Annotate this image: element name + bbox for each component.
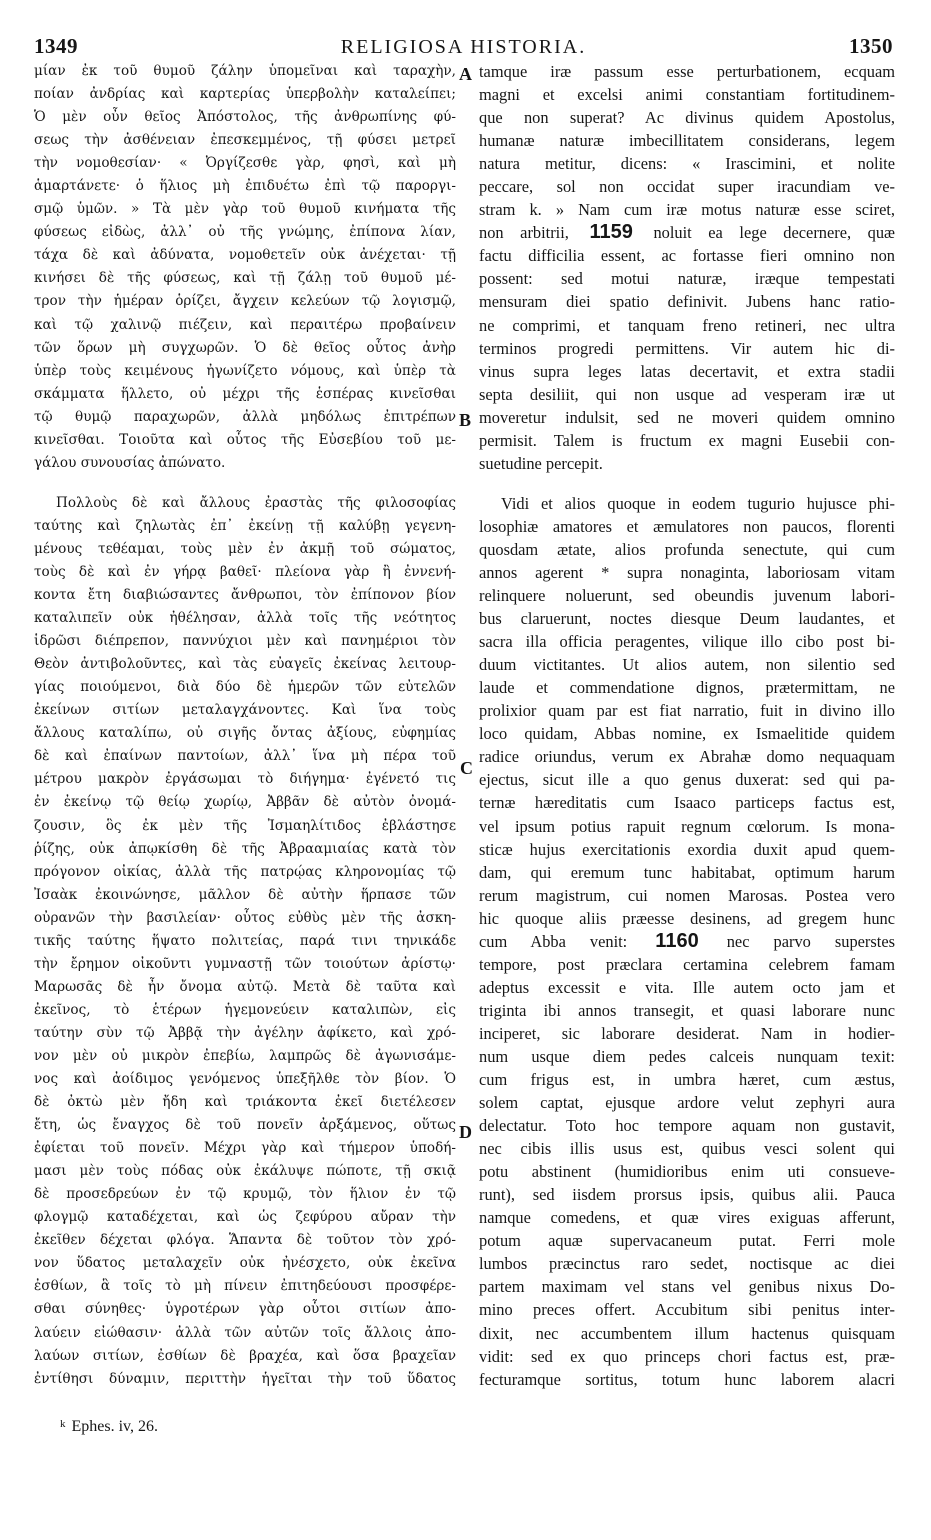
latin-line: septa desiliit, qui non usque ad vesperam iræ ut	[479, 384, 895, 404]
greek-line: τικῆς ταύτης ἥψατο πολιτείας, παρά τινι τηνικάδε	[34, 932, 456, 949]
greek-line: ἔτη, ὡς ἔναγχος δὲ τοῦ πονεῖν ἀρξάμενος, οὕτως	[34, 1117, 456, 1134]
latin-line: hic quoque aliis præesse desinens, ad gregem hunc	[479, 908, 895, 928]
latin-line: inciperet, sic laborare desiderat. Nam in hodier-	[479, 1023, 895, 1043]
greek-line: καὶ τῷ χαλινῷ πιέζειν, καὶ περαιτέρω προβαίνειν	[34, 316, 456, 333]
latin-line: triginta ibi annos transegit, et quasi laborare nunc	[479, 1000, 895, 1020]
latin-line: relinquere noluerunt, sed obeundis juvenum labori-	[479, 586, 895, 606]
greek-line: φλογμῷ καταδέχεται, καὶ ὡς ζεφύρου αὔραν τὴν	[34, 1209, 456, 1226]
latin-line-part: noluit ea lege decernere, quæ	[653, 223, 895, 243]
latin-line: peccare, sol non occidat super iracundiam ve-	[479, 177, 895, 197]
greek-line: ἁμαρτάνετε· ὁ ἥλιος μὴ ἐπιδυέτω ἐπὶ τῷ παροργι-	[34, 178, 456, 195]
greek-line: κινήσει δὲ τῆς φύσεως, καὶ τῇ ζάλῃ τοῦ θυμοῦ μέ-	[34, 270, 456, 287]
latin-line: possent: sed motui naturæ, iræque tempestati	[479, 269, 895, 289]
latin-line: permisit. Talem is fructum ex magni Eusebii con-	[479, 430, 895, 450]
margin-marker-c: C	[460, 758, 473, 778]
greek-line: ἄλλους καταλίπω, οὐ σιγῆς ὄντας ἀξίους, εὐφημίας	[34, 725, 456, 742]
latin-line: radice oriundus, verum ex Abrahæ domo nequaquam	[479, 747, 895, 767]
latin-line: natura metitur, dicens: « Irascimini, et nolite	[479, 154, 895, 174]
latin-line: fecturamque sortitus, totum hunc laborem alacri	[479, 1369, 895, 1389]
latin-line: num usque diem pedes calceis nunquam texit:	[479, 1046, 895, 1066]
greek-line: νος καὶ ἀοίδιμος γενόμενος ὑπεξῆλθε τὸν βίον. Ὁ	[34, 1071, 456, 1088]
greek-column	[34, 60, 456, 1391]
latin-line: humanæ naturæ imbecillitatem considerans, legem	[479, 131, 895, 151]
latin-line: ternæ hæreditatis cum Isaaco particeps factus est,	[479, 793, 895, 813]
greek-line: οὐρανῶν τὴν βασιλείαν· οὗτος εὐθὺς μὲν τῆς ἀσκη-	[34, 909, 456, 926]
latin-line: nec cibis illis usus est, quibus vesci solent qui	[479, 1139, 895, 1159]
margin-marker-b: B	[459, 410, 472, 430]
running-header	[34, 34, 893, 60]
latin-line: delectatur. Toto hoc tempore aquam non gustavit,	[479, 1116, 895, 1136]
greek-line: τρον τὴν ἡμέραν ὁρίζει, ἄγχειν κελεύων τῷ λογισμῷ,	[34, 293, 456, 310]
latin-line: que non superat? Ac divinus quidem Apostolus,	[479, 108, 895, 128]
page-number-right: 1350	[849, 34, 893, 58]
latin-line: solem captat, ejusque ardore velut zephyri aura	[479, 1093, 895, 1113]
latin-line: rerum magistrum, cui nomen Marosas. Postea vero	[479, 885, 895, 905]
greek-line: νον μὲν οὐ μικρὸν ἐπεβίω, λαμπρῶς δὲ ἀγωνισάμε-	[34, 1047, 456, 1064]
page-number-left: 1349	[34, 34, 78, 58]
latin-line: vel ipsum potius rapuit regnum cœlorum. Is mona-	[479, 816, 895, 836]
greek-line: ταύτην σὺν τῷ Ἀββᾷ τὴν ἀγέλην ἀφίκετο, καὶ χρό-	[34, 1024, 456, 1041]
latin-line: factu difficilia essent, ac fortasse fieri omnino non	[479, 246, 895, 266]
latin-line: bus claruerunt, noctes diesque Deum laudantes, et	[479, 609, 895, 629]
latin-line: namque comedens, et quæ vires exiguas afferunt,	[479, 1208, 895, 1228]
latin-line: ne comprimi, et tanquam freno retineri, nec ultra	[479, 315, 895, 335]
greek-line: μασι μὲν τοὺς πόδας οὐκ ἐκάλυψε πώποτε, τῇ σκιᾷ	[34, 1163, 456, 1180]
greek-line: φύσεως εἰδὼς, ἀλλ᾽ οὐ τῆς γνώμης, ἐπίπονα λίαν,	[34, 224, 456, 241]
latin-line: loco quidam, Abbas nomine, ex Ismaelitide quidem	[479, 724, 895, 744]
footnote-text: Ephes. iv, 26.	[71, 1418, 159, 1435]
latin-line: laude et commendatione dignos, prætermittam, ne	[479, 678, 895, 698]
greek-line: μέτρου μακρὸν ἐργάσωμαι τὸ διήγημα· ἐγένετό τις	[34, 771, 456, 788]
greek-line: καταλιπεῖν οὐκ ἠθέλησαν, ἀλλὰ τοῖς τῆς νεότητος	[34, 610, 456, 627]
greek-line: ὑπὲρ τοὺς κειμένους ἠγωνίζετο νόμους, καὶ ὑπὲρ τὰ	[34, 362, 456, 379]
greek-line: Θεὸν ἀντιβολοῦντες, καὶ τὰς εὐαγεῖς ἐκείνας λειτουρ-	[34, 656, 456, 673]
latin-line: duum victitantes. Ut alios autem, non silentio sed	[479, 655, 895, 675]
greek-line: κινεῖσθαι. Τοιοῦτα καὶ οὗτος τῆς Εὐσεβίου τοῦ με-	[34, 431, 456, 448]
greek-line: γάλου συνουσίας ἀπώνατο.	[34, 454, 226, 471]
latin-line: mino preces offert. Accubitum sibi penitus inter-	[479, 1300, 895, 1320]
latin-line: terminos progredi permittens. Vir autem hic di-	[479, 338, 895, 358]
greek-line: ἐσθίων, ἃ τοῖς τὸ μὴ πίνειν ἐπιτηδεύουσι προσφέρε-	[34, 1278, 456, 1295]
latin-line: sticæ hujus exercitationis exordia duxit apud quem-	[479, 839, 895, 859]
latin-line: vidit: sed ex quo princeps chori factus est, præ-	[479, 1346, 895, 1366]
greek-line: Πολλοὺς δὲ καὶ ἄλλους ἐραστὰς τῆς φιλοσοφίας	[56, 494, 456, 511]
greek-line: ἐκεῖνος, τὸ ἑτέρων ἡγεμονεύειν καταλιπὼν, εἰς	[34, 1001, 456, 1018]
greek-line: μένους τεθέαμαι, τοὺς μὲν ἐν ἀκμῇ τοῦ σώματος,	[34, 540, 456, 557]
greek-line: ἐκεῖθεν δέχεται φλόγα. Ἅπαντα δὲ τοῦτον τὸν χρό-	[34, 1232, 456, 1249]
greek-line: πρόγονον οἰκίας, ἀλλὰ τῆς πατρῴας κληρονομίας τῷ	[34, 863, 456, 880]
latin-line: Vidi et alios quoque in eodem tugurio hujusce phi-	[501, 493, 895, 513]
greek-line: ζουσιν, ὃς ἐκ μὲν τῆς Ἰσμαηλίτιδος ἐβλάστησε	[34, 817, 456, 834]
latin-line: lumbos præcinctus raro sedet, noctisque ac diei	[479, 1254, 895, 1274]
latin-line	[479, 930, 895, 953]
latin-column	[479, 60, 895, 1391]
latin-line: vinus supra leges latas decertavit, et extra stadii	[479, 361, 895, 381]
latin-line-part: cum Abba venit:	[479, 931, 628, 951]
greek-line: τῷ θυμῷ παραχωρῶν, ἀλλὰ μηδόλως ἐπιτρέπων	[34, 408, 456, 425]
latin-line: dixit, nec accumbentem illum hactenus quisquam	[479, 1323, 895, 1343]
latin-line: potu abstinent (humidioribus enim uti consueve-	[479, 1162, 895, 1182]
latin-line: runt), sed iisdem prorsus ipsis, quibus alii. Pauca	[479, 1185, 895, 1205]
latin-line	[479, 221, 895, 244]
latin-line: magni et excelsi animi constantiam fortitudinem-	[479, 85, 895, 105]
greek-line: ἐφίεται τοῦ πονεῖν. Μέχρι γὰρ καὶ τήμερον ὑποδή-	[34, 1140, 456, 1157]
greek-line: ποίαν ἀνδρίας καὶ καρτερίας ὑπερβολὴν καταλείπει;	[34, 86, 456, 103]
greek-line: ἐκείνων σιτίων μεταλαγχάνοντες. Καὶ ἵνα τοὺς	[34, 702, 456, 719]
latin-line: tempore, post præclara certamina celebrem famam	[479, 954, 895, 974]
greek-line: ῥίζης, οὐκ ἀπῳκίσθη δὲ τῆς Ἀβρααμιαίας κατὰ τὸν	[34, 840, 456, 857]
latin-line: quosdam ætate, alios profunda senectute, qui cum	[479, 539, 895, 559]
greek-line: Ἰσαὰκ ἐκοινώνησε, μᾶλλον δὲ αὐτὴν ἥρπασε τῶν	[34, 886, 456, 903]
greek-line: ἐντίθησι δύναμιν, περιττὴν ἡγεῖται τὴν τοῦ ὕδατος	[34, 1370, 456, 1387]
greek-line: δὲ προσεδρεύων ἐν τῷ κρυμῷ, τὸν ἥλιον ἐν τῷ	[34, 1186, 456, 1203]
latin-line: sacra illa officia peragentes, vilique illo cibo post bi-	[479, 632, 895, 652]
greek-line: σεως τὴν ἀσθένειαν ἐπεσκεμμένος, τῇ φύσει μετρεῖ	[34, 132, 456, 149]
greek-line: μίαν ἐκ τοῦ θυμοῦ ζάλην ὑπομεῖναι καὶ ταραχὴν,	[34, 63, 456, 79]
greek-line: σμῷ ὑμῶν. » Τὰ μὲν γὰρ τοῦ θυμοῦ κινήματα τῆς	[34, 201, 456, 218]
greek-line: Μαρωσᾶς δὲ ἦν ὄνομα αὐτῷ. Μετὰ δὲ ταῦτα καὶ	[34, 978, 456, 995]
latin-line: mensuram diei spatio definivit. Jubens hanc ratio-	[479, 292, 895, 312]
greek-line: ἐν ἐκείνῳ τῷ θείῳ χωρίῳ, Ἀββᾶν δὲ αὐτὸν ὀνομά-	[34, 794, 456, 811]
latin-line: losophiæ amatores et æmulatores non paucos, florenti	[479, 516, 895, 536]
greek-line: τὴν νομοθεσίαν· « Ὀργίζεσθε γὰρ, φησὶ, καὶ μὴ	[34, 155, 456, 172]
greek-line: σκάμματα ἥλλετο, οὐ μέχρι τῆς ἑσπέρας κινεῖσθαι	[34, 385, 456, 402]
margin-marker-d: D	[459, 1122, 472, 1142]
latin-line: stram k. » Nam cum iræ motus naturæ esse sciret,	[479, 200, 895, 220]
latin-line: partem maximam vel stans vel genibus nixus Do-	[479, 1277, 895, 1297]
greek-line: τοὺς δὲ καὶ ἐν γήρᾳ βαθεῖ· πλείονα γὰρ ἢ ἐννενή-	[34, 563, 456, 580]
footnote	[60, 1418, 158, 1436]
latin-line: ejectus, sicut ille a quo genus duxerat: sed qui pa-	[479, 770, 895, 790]
greek-line: σθαι σύνηθες· ὑγροτέρων γὰρ οὗτοι σιτίων ἀπο-	[34, 1301, 456, 1318]
latin-line: suetudine percepit.	[479, 453, 603, 473]
latin-line-part: nec parvo superstes	[726, 931, 895, 951]
margin-marker-a: A	[459, 64, 472, 84]
greek-line: τάχα δὲ καὶ ἀδύνατα, νομοθετεῖν οὐκ ἀνέχεται· τῇ	[34, 247, 456, 264]
greek-line: λαύων σιτίων, ἐσθίων δὲ βραχέα, καὶ ὅσα βραχεῖαν	[34, 1347, 456, 1364]
running-title: RELIGIOSA HISTORIA.	[340, 36, 587, 58]
latin-line-part: non arbitrii,	[479, 223, 569, 243]
latin-line: tamque iræ passum esse perturbationem, ecquam	[479, 62, 895, 81]
greek-line: τὴν ἔρημον οἰκοῦντι γυμναστῇ τῶν τοιούτων ἀρίστῳ·	[34, 955, 456, 972]
column-number: 1160	[655, 929, 699, 952]
column-number: 1159	[589, 221, 633, 244]
greek-line: Ὁ μὲν οὖν θεῖος Ἀπόστολος, τῆς ἀνθρωπίνης φύ-	[34, 109, 456, 126]
greek-line: γίας ποιούμενοι, διὰ δύο δὲ ἡμερῶν τῶν εὐτελῶν	[34, 679, 456, 696]
greek-line: κοντα ἔτη διαβιώσαντες ἄνθρωποι, τὸν ἐπίπονον βίον	[34, 587, 456, 604]
greek-line: δὲ καὶ ἐπαίνων παντοίων, ἀλλ᾽ ἵνα μὴ πέρα τοῦ	[34, 748, 456, 765]
greek-line: τῶν ὅρων μὴ συγχωρῶν. Ὁ δὲ θεῖος οὗτος ἀνὴρ	[34, 339, 456, 356]
latin-line: annos agerent * supra nonaginta, laboriosam vitam	[479, 562, 895, 582]
latin-line: prolixior quam par est fiat narratio, fuit in divino illo	[479, 701, 895, 721]
greek-line: νον ὕδατος μεταλαχεῖν οὐκ ἠνέσχετο, οὐκ ἐκεῖνα	[34, 1255, 456, 1272]
greek-line: ἱδρῶσι διέπρεπον, παννύχιοι μὲν καὶ πανημέριοι τὸν	[34, 633, 456, 650]
latin-line: adeptus excessit e vita. Ille autem octo jam et	[479, 977, 895, 997]
footnote-mark: k	[60, 1418, 66, 1430]
latin-line: cum frigus est, in umbra hæret, cum æstus,	[479, 1070, 895, 1090]
latin-line: dam, qui eremum tunc habitabat, optimum harum	[479, 862, 895, 882]
latin-line: moveretur indulsit, sed ne moveri quidem omnino	[479, 407, 895, 427]
latin-line: potum aquæ supervacaneum putat. Ferri mole	[479, 1231, 895, 1251]
greek-line: δὲ ὀκτὼ μὲν ἤδη καὶ τριάκοντα ἐκεῖ διετέλεσεν	[34, 1094, 456, 1111]
greek-line: λαύειν εἰώθασιν· ἀλλὰ τῶν αὐτῶν τοῖς ἄλλοις ἀπο-	[34, 1324, 456, 1341]
greek-line: ταύτης καὶ ζηλωτὰς ἐπ᾽ ἐκείνῃ τῇ καλύβῃ γεγενη-	[34, 517, 456, 534]
